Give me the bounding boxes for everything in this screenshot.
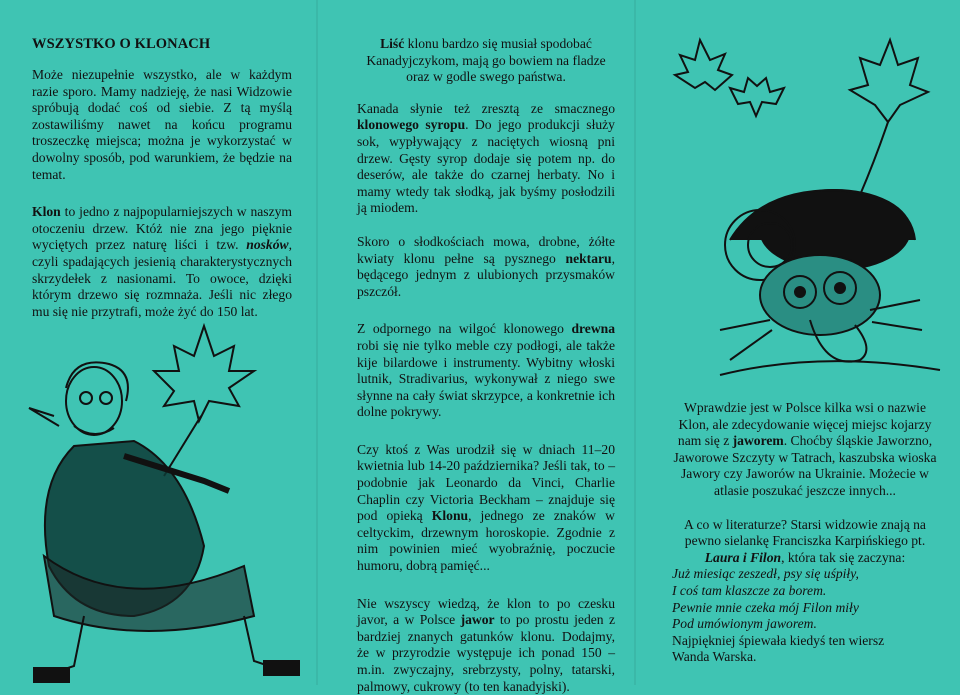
- jawor-paragraph: Nie wszyscy wiedzą, że klon to po czesku javor, a w Polsce jawor to po prostu jeden z bardziej znanych gatunków klonu. Dodajmy, że w przyrodzie występuje ich ponad 150 – m.in. zwyczajny, srebrzysty, polny, tatarski, palmowy, cukrowy (to ten kanadyjski).: [357, 595, 615, 694]
- klon-term: Klon: [32, 204, 61, 220]
- column-right: [640, 0, 950, 685]
- poem-line: Pewnie mnie czeka mój Filon miły: [672, 599, 859, 615]
- closing-line: Wanda Warska.: [672, 649, 757, 665]
- maple-leaf-icon: [730, 78, 784, 116]
- column-left: [14, 0, 310, 685]
- intro-paragraph: Może niezupełnie wszystko, ale w każdym razie sporo. Mamy nadzieję, że nasi Widzowie spróbują dodać coś od siebie. Z tą myślą zostawiliśmy nawet na końcu programu troszeczkę miejsca; można je wykorzystać w dowolny sposób, pod warunkiem, że będzie na temat.: [32, 67, 292, 182]
- noskow-term: nosków: [246, 237, 289, 253]
- fold-line: [634, 0, 636, 685]
- poem-line: I coś tam klaszcze za borem.: [672, 582, 827, 598]
- witch-illustration: [14, 316, 310, 685]
- nectar-paragraph: Skoro o słodkościach mowa, drobne, żółte kwiaty klonu pełne są pysznego nektaru, będącego jednym z ulubionych przysmaków pszczół.: [357, 233, 615, 299]
- maple-leaf-icon: [675, 40, 732, 90]
- wood-paragraph: Z odpornego na wilgoć klonowego drewna robi się nie tylko meble czy podłogi, ale także kije bilardowe i instrumenty. Wybitny włoski lutnik, Stradivarius, wykonywał z niego swe słynne na cały świat skrzypce, a konkretnie ich dolne pokrywy.: [357, 321, 615, 420]
- poem-line: Już miesiąc zeszedł, psy się uśpiły,: [672, 566, 859, 582]
- page-title: WSZYSTKO O KLONACH: [32, 36, 211, 52]
- syrup-paragraph: Kanada słynie też zresztą ze smacznego klonowego syropu. Do jego produkcji służy sok, wypływający z naciętych wiosną pni drzew. Gęsty syrop dodaje się potem np. do deserów, ale także do czarnej herbaty. No i mamy wtedy tak słodką, jak byśmy posłodzili ją miodem.: [357, 100, 615, 216]
- maple-leaf-icon: [850, 40, 928, 122]
- literature-paragraph: A co w literaturze? Starsi widzowie znają na pewno sielankę Franciszka Karpińskiego pt. Laura i Filon, która tak się zaczyna:: [684, 516, 926, 565]
- maple-leaf-icon: [154, 326, 254, 421]
- villages-paragraph: Wprawdzie jest w Polsce kilka wsi o nazwie Klon, ale zdecydowanie więcej miejsc kojarzy nam się z jaworem. Choćby śląskie Jaworzno, Jaworowe Szczyty w Tatrach, kaszubska wioska Jawory czy Jaworów na Ukrainie. Możecie w atlasie poszukać jeszcze innych...: [673, 400, 937, 498]
- poem-line: Pod umówionym jaworem.: [672, 616, 817, 632]
- column-middle: [322, 0, 628, 694]
- mouse-illustration: [660, 30, 950, 390]
- flag-paragraph: Liść klonu bardzo się musiał spodobać Kanadyjczykom, mają go bowiem na fladze oraz w godle swego państwa.: [366, 36, 606, 85]
- klon-paragraph: Klon to jedno z najpopularniejszych w naszym otoczeniu drzew. Któż nie zna jego pięknie wyciętych przez naturę liści i tzw. nosków, czyli spadających jesienią charakterystycznych skrzydełek z nasionami. To owoce, dzięki którym drzewo się rozmnaża. Jeśli nic złego mu się nie przytrafi, może żyć do 150 lat.: [32, 204, 292, 319]
- horoscope-paragraph: Czy ktoś z Was urodził się w dniach 11–20 kwietnia lub 14-20 października? Jeśli tak, to – podobnie jak Leonardo da Vinci, Charlie Chaplin czy Victoria Beckham – znajduje się pod opieką Klonu, jednego ze znaków w celtyckim, drzewnym horoskopie. Zgodnie z nim powinien mieć wyobraźnię, poczucie humoru, dobrą pamięć...: [357, 441, 615, 574]
- closing-line: Najpiękniej śpiewała kiedyś ten wiersz: [672, 632, 885, 648]
- fold-line: [316, 0, 318, 685]
